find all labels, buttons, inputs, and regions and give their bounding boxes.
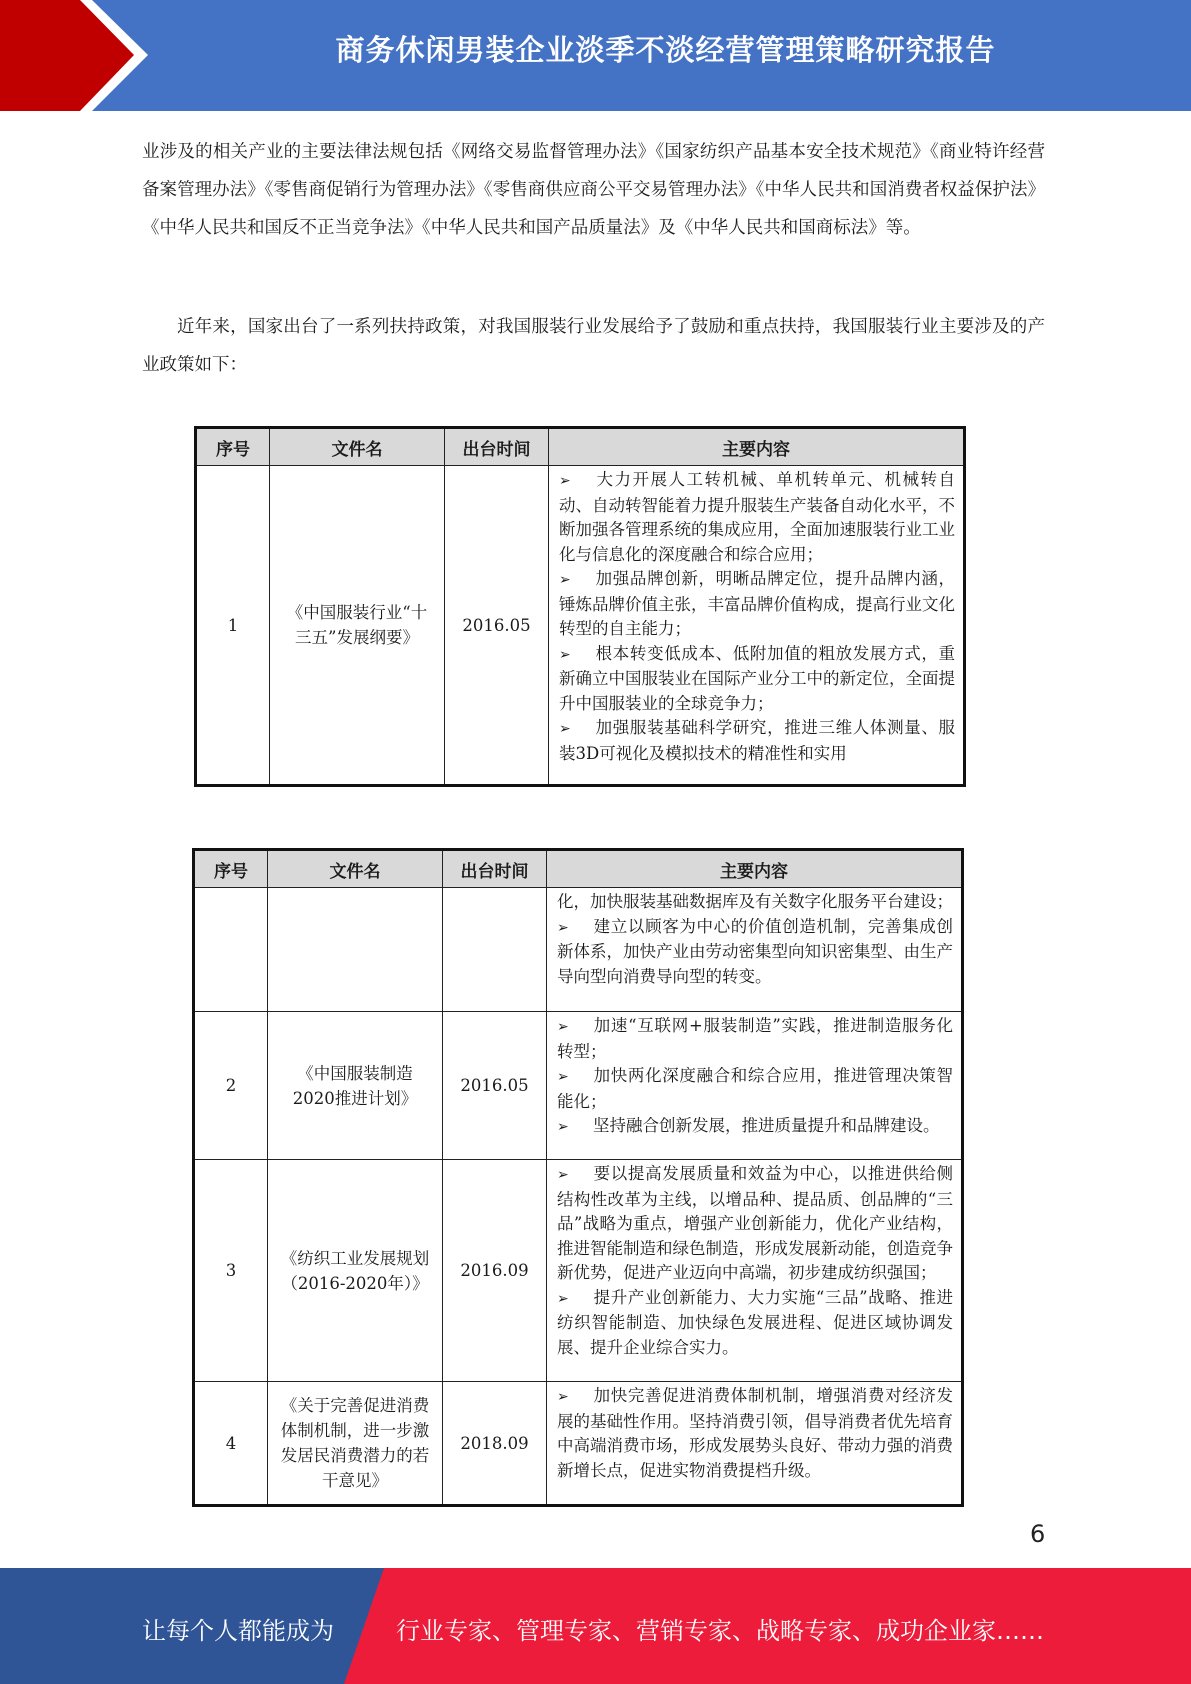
row-seq: 2 — [194, 1012, 268, 1160]
row-seq: 3 — [194, 1160, 268, 1382]
laws-paragraph: 业涉及的相关产业的主要法律法规包括《网络交易监督管理办法》《国家纺织产品基本安全技术规范》《商业特许经营备案管理办法》《零售商促销行为管理办法》《零售商供应商公平交易管理办法》《中华人民共和国消费者权益保护法》《中华人民共和国反不正当竞争法》《中华人民共和国产品质量法》及《中华人民共和国商标法》等。 — [142, 142, 1045, 238]
arrow-bullet-icon: ➢ — [559, 721, 571, 737]
table-row — [194, 1012, 963, 1160]
arrow-bullet-icon: ➢ — [557, 1389, 569, 1405]
arrow-bullet-icon: ➢ — [557, 919, 569, 936]
footer-slogan-lead: 让每个人都能成为 — [142, 1617, 334, 1645]
row-doc-name: 《中国服装制造2020推进计划》 — [268, 1012, 443, 1160]
arrow-bullet-icon: ➢ — [557, 1069, 569, 1085]
table-header-row — [194, 850, 963, 888]
header-seq: 序号 — [194, 850, 268, 888]
list-item: ➢ 加强品牌创新，明晰品牌定位，提升品牌内涵，锤炼品牌价值主张，丰富品牌价值构成，提高行业文化转型的自主能力； — [559, 569, 955, 638]
row-date: 2016.05 — [443, 1012, 547, 1160]
arrow-bullet-icon: ➢ — [557, 1167, 569, 1183]
page-footer — [0, 1568, 1191, 1684]
list-item: ➢ 坚持融合创新发展，推进质量提升和品牌建设。 — [557, 1114, 953, 1140]
row-content — [549, 466, 965, 786]
policy-table-1 — [194, 426, 966, 787]
row-seq: 1 — [196, 466, 270, 786]
arrow-bullet-icon: ➢ — [557, 1119, 569, 1135]
row-seq: 4 — [194, 1382, 268, 1506]
arrow-bullet-icon: ➢ — [557, 1290, 569, 1307]
header-seq: 序号 — [196, 428, 270, 466]
arrow-bullet-icon: ➢ — [559, 572, 571, 588]
row-doc-name: 《纺织工业发展规划（2016-2020年）》 — [268, 1160, 443, 1382]
footer-slogan-roles: 行业专家、管理专家、营销专家、战略专家、成功企业家…… — [396, 1617, 1044, 1645]
header-date: 出台时间 — [443, 850, 547, 888]
row-content — [547, 1382, 963, 1506]
list-item: ➢ 加强服装基础科学研究，推进三维人体测量、服装3D可视化及模拟技术的精准性和实用 — [559, 718, 955, 763]
row-content — [547, 1160, 963, 1382]
arrow-bullet-icon: ➢ — [559, 646, 571, 663]
row-content — [547, 888, 963, 1012]
table-row — [196, 466, 965, 786]
header-arrow-decoration — [0, 0, 150, 111]
report-title: 商务休闲男装企业淡季不淡经营管理策略研究报告 — [335, 33, 996, 67]
header-date: 出台时间 — [445, 428, 549, 466]
row-date: 2018.09 — [443, 1382, 547, 1506]
header-content: 主要内容 — [547, 850, 963, 888]
header-content: 主要内容 — [549, 428, 965, 466]
list-item: ➢ 加速“互联网+服装制造”实践，推进制造服务化转型； — [557, 1016, 953, 1061]
row-doc-name: 《关于完善促进消费体制机制，进一步激发居民消费潜力的若干意见》 — [268, 1382, 443, 1506]
list-item: ➢ 要以提高发展质量和效益为中心，以推进供给侧结构性改革为主线，以增品种、提品质、创品牌的“三品”战略为重点，增强产业创新能力，优化产业结构，推进智能制造和绿色制造，形成发展新动能，创造竞争新优势，促进产业迈向中高端，初步建成纺织强国； — [557, 1164, 953, 1282]
table-row — [194, 1382, 963, 1506]
row-date: 2016.09 — [443, 1160, 547, 1382]
list-item: ➢ 建立以顾客为中心的价值创造机制，完善集成创新体系，加快产业由劳动密集型向知识密集型、由生产导向型向消费导向型的转变。 — [557, 916, 953, 986]
page-number: 6 — [1030, 1520, 1046, 1548]
table-row-continued — [194, 888, 963, 1012]
continued-text: 化，加快服装基础数据库及有关数字化服务平台建设； — [557, 892, 953, 911]
list-item: ➢ 加快完善促进消费体制机制，增强消费对经济发展的基础性作用。坚持消费引领，倡导消费者优先培育中高端消费市场，形成发展势头良好、带动力强的消费新增长点，促进实物消费提档升级。 — [557, 1386, 953, 1480]
row-date: 2016.05 — [445, 466, 549, 786]
policy-intro-paragraph: 近年来，国家出台了一系列扶持政策，对我国服装行业发展给予了鼓励和重点扶持，我国服装行业主要涉及的产业政策如下： — [142, 317, 1045, 375]
header-doc-name: 文件名 — [270, 428, 445, 466]
table-header-row — [196, 428, 965, 466]
list-item: ➢ 加快两化深度融合和综合应用，推进管理决策智能化； — [557, 1066, 953, 1111]
row-doc-name: 《中国服装行业“十三五”发展纲要》 — [270, 466, 445, 786]
header-doc-name: 文件名 — [268, 850, 443, 888]
list-item: ➢ 提升产业创新能力、大力实施“三品”战略、推进纺织智能制造、加快绿色发展进程、促进区域协调发展、提升企业综合实力。 — [557, 1287, 953, 1357]
row-content — [547, 1012, 963, 1160]
page-header — [0, 0, 1191, 111]
table-row — [194, 1160, 963, 1382]
arrow-bullet-icon: ➢ — [559, 473, 571, 489]
policy-table-2 — [192, 848, 964, 1507]
list-item: ➢ 根本转变低成本、低附加值的粗放发展方式，重新确立中国服装业在国际产业分工中的新定位，全面提升中国服装业的全球竞争力； — [559, 643, 955, 713]
list-item: ➢ 大力开展人工转机械、单机转单元、机械转自动、自动转智能着力提升服装生产装备自动化水平，不断加强各管理系统的集成应用，全面加速服装行业工业化与信息化的深度融合和综合应用； — [559, 470, 955, 564]
arrow-bullet-icon: ➢ — [557, 1019, 569, 1035]
